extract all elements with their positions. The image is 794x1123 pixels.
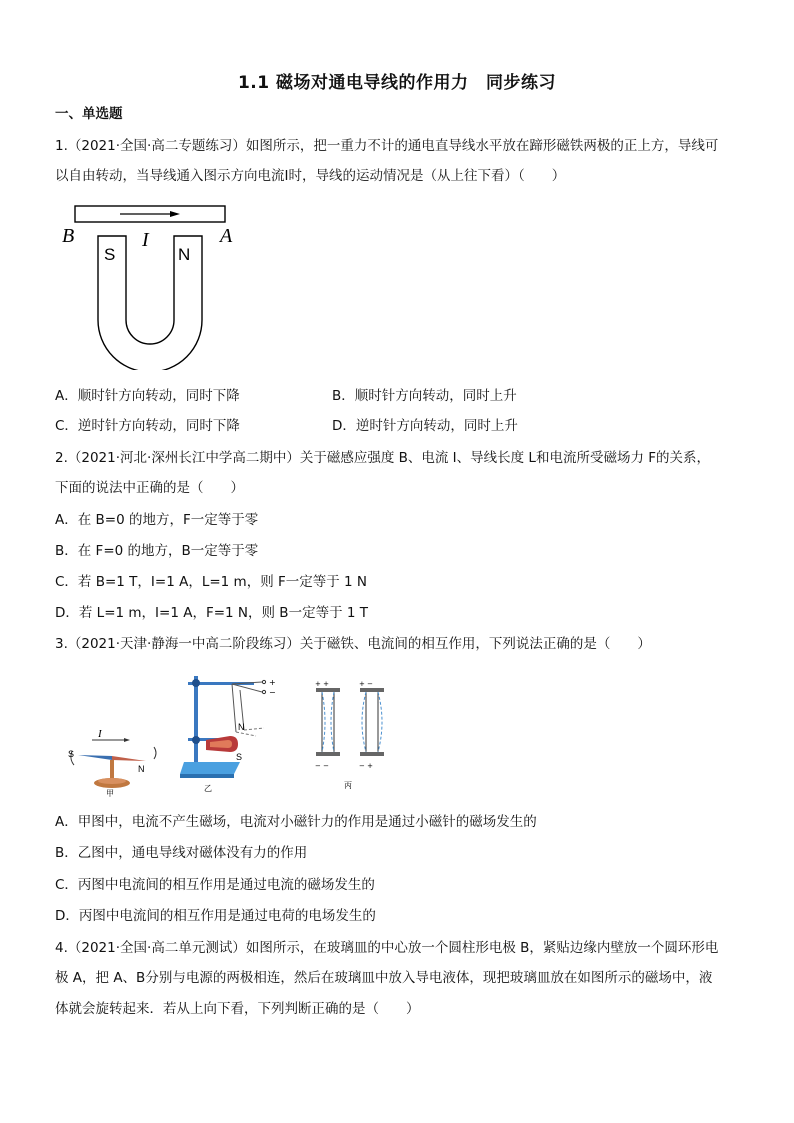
caption-bing: 丙 [344, 781, 352, 790]
q4-stem-line1: 4.（2021·全国·高二单元测试）如图所示，在玻璃皿的中心放一个圆柱形电极 B，紧贴边缘内壁放一个圆环形电 [55, 940, 719, 956]
q1-option-c: C．逆时针方向转动，同时下降 [55, 418, 240, 434]
label-N: N [178, 245, 191, 264]
stand-rod [194, 676, 198, 764]
q1-option-b: B．顺时针方向转动，同时上升 [332, 388, 517, 404]
svg-text:+ +: + + [315, 680, 329, 688]
q4-stem-line2: 极 A，把 A、B分别与电源的两极相连，然后在玻璃皿中放入导电液体，现把玻璃皿放在如图所示的磁场中，液 [55, 970, 713, 986]
compass-stand [110, 760, 114, 780]
q1-option-a: A．顺时针方向转动，同时下降 [55, 388, 240, 404]
needle-south-half [78, 755, 112, 760]
label-S: S [104, 245, 116, 264]
stand-base [180, 762, 240, 774]
caption-jia: 甲 [106, 789, 114, 797]
q1-stem-line1: 1.（2021·全国·高二专题练习）如图所示，把一重力不计的通电直导线水平放在蹄形磁铁两极的正上方，导线可 [55, 138, 719, 154]
q4-stem-line3: 体就会旋转起来．若从上向下看，下列判断正确的是（ ） [55, 1001, 420, 1017]
q3-stem-line1: 3.（2021·天津·静海一中高二阶段练习）关于磁铁、电流间的相互作用，下列说法正确的是（ ） [55, 636, 651, 652]
suspended-wire-left [232, 684, 236, 732]
left-bottom-bar [316, 752, 340, 756]
q3-option-a: A．甲图中，电流不产生磁场，电流对小磁针力的作用是通过小磁针的磁场发生的 [55, 814, 537, 830]
jia-rotation-arrow-right [154, 747, 156, 759]
yi-label-S: S [236, 752, 243, 762]
yi-label-N: N [238, 722, 245, 732]
caption-yi: 乙 [204, 784, 212, 793]
label-A: A [220, 225, 233, 247]
q1-option-d: D．逆时针方向转动，同时上升 [332, 418, 518, 434]
q2-option-a: A．在 B=0 的地方，F一定等于零 [55, 512, 259, 528]
left-top-bar [316, 688, 340, 692]
q1-stem-line2: 以自由转动，当导线通入图示方向电流I时，导线的运动情况是（从上往下看）（ ） [55, 168, 566, 184]
needle-north-half [112, 756, 146, 761]
jia-label-N: N [138, 764, 145, 774]
q2-option-b: B．在 F=0 的地方，B一定等于零 [55, 543, 259, 559]
q2-option-d: D．若 L=1 m，I=1 A，F=1 N，则 B一定等于 1 T [55, 605, 368, 621]
label-B: B [62, 225, 75, 247]
q3-option-d: D．丙图中电流间的相互作用是通过电荷的电场发生的 [55, 908, 376, 924]
svg-text:+ −: + − [359, 680, 373, 688]
page-title: 1.1 磁场对通电导线的作用力 同步练习 [237, 73, 557, 93]
q2-option-c: C．若 B=1 T，I=1 A，L=1 m，则 F一定等于 1 N [55, 574, 368, 590]
q2-stem-line2: 下面的说法中正确的是（ ） [55, 480, 244, 496]
right-top-bar [360, 688, 384, 692]
label-I: I [142, 229, 149, 251]
svg-text:+: + [269, 678, 276, 687]
horseshoe-magnet-figure [58, 200, 238, 370]
q2-stem-line1: 2.（2021·河北·深州长江中学高二期中）关于磁感应强度 B、电流 I、导线长度 L和电流所受磁场力 F的关系， [55, 450, 711, 466]
right-bottom-bar [360, 752, 384, 756]
svg-text:−: − [269, 688, 276, 697]
q3-option-c: C．丙图中电流间的相互作用是通过电流的磁场发生的 [55, 877, 375, 893]
section-heading: 一、单选题 [55, 106, 123, 122]
q3-option-b: B．乙图中，通电导线对磁体没有力的作用 [55, 845, 308, 861]
svg-text:− +: − + [359, 762, 373, 770]
lead-wire-bottom [232, 684, 262, 692]
jia-label-I: I [98, 728, 102, 740]
figure-bing-parallel-wires [310, 680, 390, 792]
jia-label-S: S [68, 749, 75, 759]
figure-yi-apparatus [180, 670, 288, 794]
figure-jia-compass [58, 725, 170, 797]
svg-text:− −: − − [315, 762, 329, 770]
